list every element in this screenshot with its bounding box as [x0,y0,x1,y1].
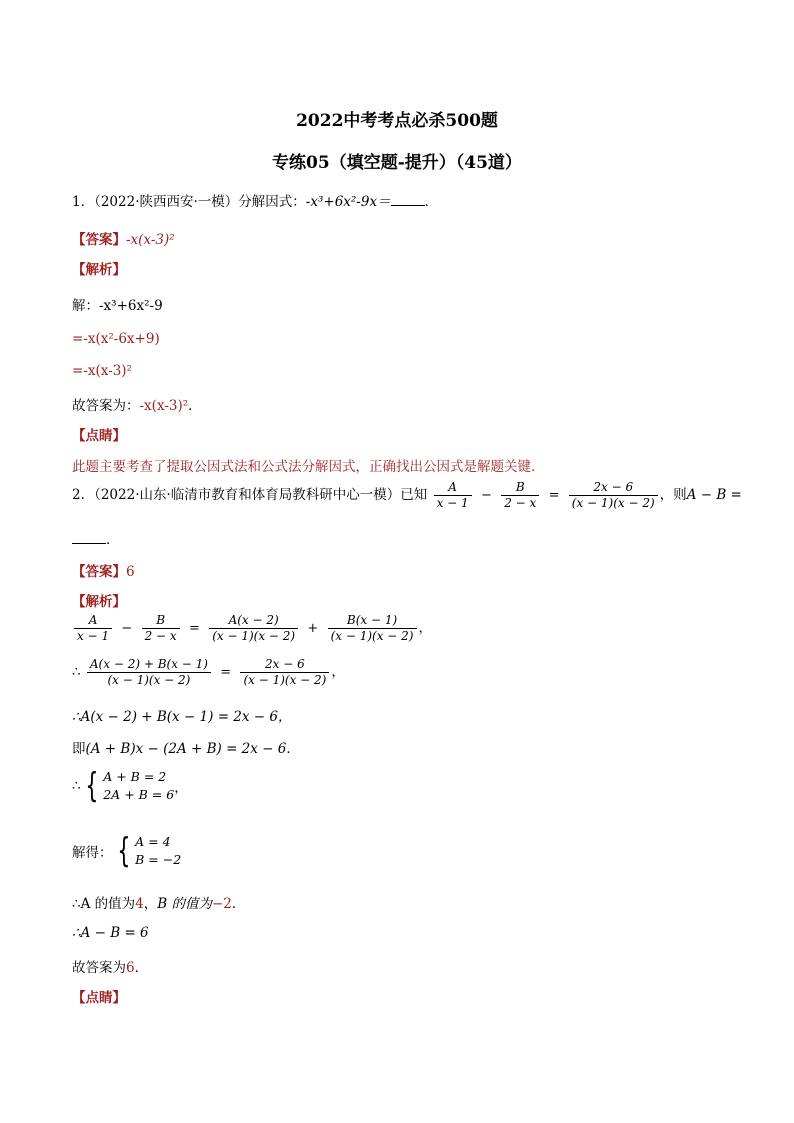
conclusion-line [72,394,202,414]
solution-line-1 [72,294,163,314]
value-b: −2 [211,896,232,912]
numerator: 2x − 6 [593,480,634,494]
values-tail: ． [231,896,246,912]
denominator: (x − 1)(x − 2) [328,628,417,644]
fraction [87,657,211,688]
solution-step-1 [72,613,432,644]
step-prefix: 即 [72,741,86,757]
equation-system-1 [72,768,188,804]
system [72,833,181,869]
comment-body: 此题主要考查了提取公因式法和公式法分解因式，正确找出公因式是解题关键． [72,459,545,475]
answer-value: -x(x-3)² [126,232,175,248]
left-brace-icon: { [84,766,98,806]
question-tail: ． [106,532,120,548]
denominator: 2 − x [501,495,539,511]
result-line [72,925,149,941]
left-brace-icon: { [116,831,130,871]
fraction [434,480,472,511]
numerator: A(x − 2) + B(x − 1) [89,657,208,671]
numerator: A [88,613,98,627]
question-expression: -x³+6x²-9x＝ [305,194,391,210]
minus-sign: − [121,621,133,636]
step-tail: ， [331,664,345,680]
solution-step-3 [72,705,292,725]
solution-line-2 [72,331,160,347]
analysis-tag [72,258,126,278]
step-expression: (A + B)x − (2A + B) = 2x − 6 [85,741,287,757]
question-source: （2022·山东·临清市教育和体育局教科研中心一模） [94,487,401,503]
numerator: 2x − 6 [265,657,305,671]
fraction [142,613,180,644]
question-prompt-mid: ，则 [659,487,687,503]
question-prompt: 分解因式： [238,194,306,210]
values-sep: ， [143,896,158,912]
numerator: A [448,480,457,494]
solve-prefix: 解得： [72,845,113,861]
answer-tag: 【答案】 [72,232,126,248]
values-prefix: ∴A 的值为 [72,896,136,912]
equals-sign: = [220,665,232,680]
numerator: B [515,480,525,494]
question-ask: A − B = [686,487,742,503]
solution-step-2 [72,657,345,688]
system-rows [103,768,174,804]
comment-label: 【点睛】 [72,990,126,1006]
answer-value: 6 [126,564,135,580]
page-title: 2022中考考点必杀500题 [296,111,498,131]
denominator: (x − 1)(x − 2) [87,672,211,688]
analysis-label: 【解析】 [72,262,126,278]
plus-sign: + [307,621,319,636]
step-text: ∴A(x − 2) + B(x − 1) = 2x − 6， [72,709,292,725]
values-line [72,892,245,912]
denominator: (x − 1)(x − 2) [209,628,298,644]
answer-line [72,228,175,248]
solution-step-4 [72,737,300,757]
question-1 [72,190,438,210]
system-row: A = 4 [135,834,171,849]
page-subtitle: 专练05（填空题-提升）（45道） [272,153,522,173]
conclusion-prefix: 故答案为 [72,960,126,976]
answer-line [72,560,135,580]
equals-sign: = [188,621,200,636]
question-source: （2022·陕西西安·一模） [94,194,239,210]
conclusion-tail: ． [134,960,149,976]
numerator: B(x − 1) [346,613,398,627]
solution-text: =-x(x²-6x+9) [72,331,160,347]
step-tail: ， [418,620,432,636]
fraction [501,480,539,511]
answer-blank [72,530,106,544]
conclusion-tail: ． [188,398,202,414]
answer-tag: 【答案】 [72,564,126,580]
denominator: (x − 1)(x − 2) [240,672,329,688]
step-tail: ． [286,741,300,757]
system-row: 2A + B = 6 [103,787,175,802]
fraction [209,613,298,644]
denominator: (x − 1)(x − 2) [569,495,658,511]
question-number: 2． [72,487,95,503]
fraction [328,613,417,644]
answer-blank [391,192,425,206]
minus-sign: − [480,488,492,503]
conclusion-prefix: 故答案为： [72,398,140,414]
conclusion-line [72,956,148,976]
values-b-label: B 的值为 [157,896,212,912]
denominator: x − 1 [74,628,112,644]
question-2 [72,480,742,511]
question-prompt: 已知 [400,487,428,503]
denominator: 2 − x [142,628,180,644]
result-text: ∴A − B = 6 [72,925,149,941]
system-row: A + B = 2 [103,769,167,784]
therefore-symbol: ∴ [72,664,81,680]
question-2-blank-line [72,528,120,548]
equals-sign: = [548,488,560,503]
system-tail: ， [174,780,188,796]
comment-label: 【点睛】 [72,428,126,444]
numerator: A(x − 2) [228,613,279,627]
conclusion-value: 6 [126,960,135,976]
analysis-tag [72,590,126,610]
value-a: 4 [135,896,144,912]
comment-tag [72,424,126,444]
solution-line-3 [72,363,132,379]
fraction [569,480,658,511]
fraction [74,613,112,644]
solution-text: =-x(x-3)² [72,363,132,379]
equation-system-2 [72,833,181,869]
comment-tag [72,986,126,1006]
analysis-label: 【解析】 [72,594,126,610]
system-row: B = −2 [135,852,182,867]
question-number: 1． [72,194,95,210]
numerator: B [156,613,166,627]
conclusion-value: -x(x-3)² [139,398,189,414]
system-rows [135,833,181,869]
solution-text: 解：-x³+6x²-9 [72,298,163,314]
system [72,768,188,804]
question-tail: ． [424,194,439,210]
denominator: x − 1 [434,495,472,511]
fraction [240,657,329,688]
therefore-symbol: ∴ [72,778,81,794]
comment-text [72,455,545,475]
